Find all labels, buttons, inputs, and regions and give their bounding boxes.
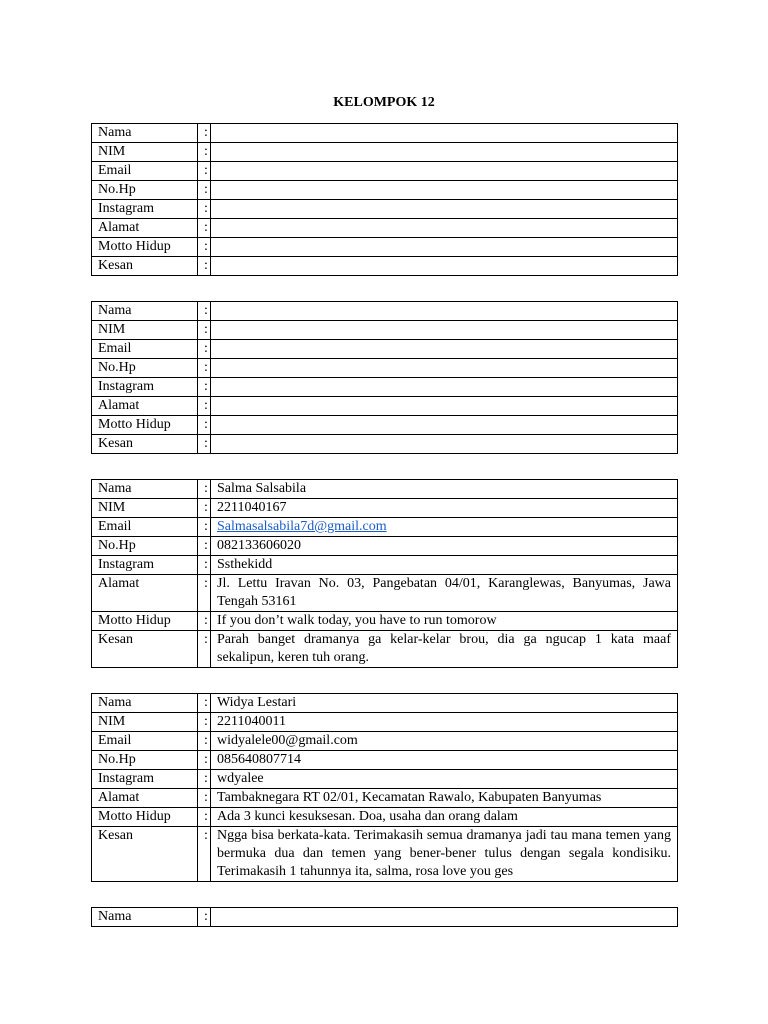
document-title: KELOMPOK 12 bbox=[333, 95, 435, 110]
colon: : bbox=[198, 556, 211, 575]
value-nohp bbox=[211, 359, 678, 378]
row-email bbox=[92, 732, 678, 751]
colon: : bbox=[198, 359, 211, 378]
value-alamat: Tambaknegara RT 02/01, Kecamatan Rawalo, Kabupaten Banyumas bbox=[211, 789, 678, 808]
value-nohp: 082133606020 bbox=[211, 537, 678, 556]
colon: : bbox=[198, 340, 211, 359]
colon: : bbox=[198, 908, 211, 927]
label-nama: Nama bbox=[92, 302, 198, 321]
row-nama bbox=[92, 694, 678, 713]
colon: : bbox=[198, 808, 211, 827]
colon: : bbox=[198, 713, 211, 732]
value-kesan bbox=[211, 257, 678, 276]
value-motto bbox=[211, 238, 678, 257]
row-instagram bbox=[92, 556, 678, 575]
row-email bbox=[92, 162, 678, 181]
colon: : bbox=[198, 124, 211, 143]
row-kesan bbox=[92, 827, 678, 882]
colon: : bbox=[198, 751, 211, 770]
value-nama: Salma Salsabila bbox=[211, 480, 678, 499]
value-nim: 2211040011 bbox=[211, 713, 678, 732]
value-instagram bbox=[211, 200, 678, 219]
label-nama: Nama bbox=[92, 694, 198, 713]
label-motto: Motto Hidup bbox=[92, 612, 198, 631]
member-table-2 bbox=[91, 301, 678, 454]
member-table-5 bbox=[91, 907, 678, 927]
row-motto bbox=[92, 612, 678, 631]
row-nohp bbox=[92, 359, 678, 378]
value-kesan bbox=[211, 435, 678, 454]
colon: : bbox=[198, 162, 211, 181]
colon: : bbox=[198, 612, 211, 631]
label-nama: Nama bbox=[92, 908, 198, 927]
colon: : bbox=[198, 732, 211, 751]
colon: : bbox=[198, 181, 211, 200]
value-nohp bbox=[211, 181, 678, 200]
colon: : bbox=[198, 631, 211, 668]
colon: : bbox=[198, 219, 211, 238]
label-motto: Motto Hidup bbox=[92, 238, 198, 257]
row-alamat bbox=[92, 397, 678, 416]
label-alamat: Alamat bbox=[92, 219, 198, 238]
member-table-1 bbox=[91, 123, 678, 276]
row-nama bbox=[92, 908, 678, 927]
row-kesan bbox=[92, 631, 678, 668]
label-nim: NIM bbox=[92, 499, 198, 518]
row-email bbox=[92, 340, 678, 359]
value-instagram bbox=[211, 378, 678, 397]
label-motto: Motto Hidup bbox=[92, 416, 198, 435]
colon: : bbox=[198, 694, 211, 713]
label-email: Email bbox=[92, 518, 198, 537]
label-nim: NIM bbox=[92, 713, 198, 732]
value-nama: Widya Lestari bbox=[211, 694, 678, 713]
row-nim bbox=[92, 321, 678, 340]
row-alamat bbox=[92, 575, 678, 612]
label-nohp: No.Hp bbox=[92, 751, 198, 770]
row-kesan bbox=[92, 257, 678, 276]
value-alamat bbox=[211, 219, 678, 238]
colon: : bbox=[198, 302, 211, 321]
label-kesan: Kesan bbox=[92, 827, 198, 882]
value-email bbox=[211, 162, 678, 181]
colon: : bbox=[198, 827, 211, 882]
colon: : bbox=[198, 200, 211, 219]
colon: : bbox=[198, 575, 211, 612]
row-nohp bbox=[92, 181, 678, 200]
value-nim: 2211040167 bbox=[211, 499, 678, 518]
colon: : bbox=[198, 378, 211, 397]
colon: : bbox=[198, 537, 211, 556]
label-nim: NIM bbox=[92, 321, 198, 340]
colon: : bbox=[198, 416, 211, 435]
colon: : bbox=[198, 257, 211, 276]
row-instagram bbox=[92, 378, 678, 397]
email-link[interactable]: Salmasalsabila7d@gmail.com bbox=[217, 519, 387, 534]
label-alamat: Alamat bbox=[92, 575, 198, 612]
row-nim bbox=[92, 713, 678, 732]
row-motto bbox=[92, 238, 678, 257]
label-nama: Nama bbox=[92, 480, 198, 499]
value-nohp: 085640807714 bbox=[211, 751, 678, 770]
row-nohp bbox=[92, 537, 678, 556]
row-kesan bbox=[92, 435, 678, 454]
value-alamat bbox=[211, 397, 678, 416]
label-nohp: No.Hp bbox=[92, 537, 198, 556]
value-alamat: Jl. Lettu Iravan No. 03, Pangebatan 04/01, Karanglewas, Banyumas, Jawa Tengah 53161 bbox=[211, 575, 678, 612]
label-alamat: Alamat bbox=[92, 397, 198, 416]
colon: : bbox=[198, 397, 211, 416]
colon: : bbox=[198, 238, 211, 257]
row-nama bbox=[92, 124, 678, 143]
value-kesan: Parah banget dramanya ga kelar-kelar brou, dia ga ngucap 1 kata maaf sekalipun, keren tuh orang. bbox=[211, 631, 678, 668]
value-email: widyalele00@gmail.com bbox=[211, 732, 678, 751]
value-email[interactable] bbox=[211, 518, 678, 537]
label-email: Email bbox=[92, 162, 198, 181]
row-motto bbox=[92, 416, 678, 435]
label-kesan: Kesan bbox=[92, 435, 198, 454]
colon: : bbox=[198, 518, 211, 537]
colon: : bbox=[198, 480, 211, 499]
colon: : bbox=[198, 499, 211, 518]
colon: : bbox=[198, 789, 211, 808]
value-nim bbox=[211, 143, 678, 162]
colon: : bbox=[198, 435, 211, 454]
label-nama: Nama bbox=[92, 124, 198, 143]
member-table-4 bbox=[91, 693, 678, 882]
row-nim bbox=[92, 499, 678, 518]
value-nama bbox=[211, 124, 678, 143]
row-alamat bbox=[92, 789, 678, 808]
value-motto: Ada 3 kunci kesuksesan. Doa, usaha dan orang dalam bbox=[211, 808, 678, 827]
label-motto: Motto Hidup bbox=[92, 808, 198, 827]
label-instagram: Instagram bbox=[92, 770, 198, 789]
label-instagram: Instagram bbox=[92, 200, 198, 219]
label-email: Email bbox=[92, 732, 198, 751]
row-email bbox=[92, 518, 678, 537]
value-instagram: Ssthekidd bbox=[211, 556, 678, 575]
row-alamat bbox=[92, 219, 678, 238]
label-nohp: No.Hp bbox=[92, 181, 198, 200]
row-motto bbox=[92, 808, 678, 827]
label-email: Email bbox=[92, 340, 198, 359]
row-nama bbox=[92, 302, 678, 321]
label-instagram: Instagram bbox=[92, 378, 198, 397]
row-nim bbox=[92, 143, 678, 162]
value-nim bbox=[211, 321, 678, 340]
colon: : bbox=[198, 143, 211, 162]
label-kesan: Kesan bbox=[92, 631, 198, 668]
colon: : bbox=[198, 321, 211, 340]
label-instagram: Instagram bbox=[92, 556, 198, 575]
value-email bbox=[211, 340, 678, 359]
value-motto: If you don’t walk today, you have to run tomorow bbox=[211, 612, 678, 631]
value-nama bbox=[211, 302, 678, 321]
row-nama bbox=[92, 480, 678, 499]
value-motto bbox=[211, 416, 678, 435]
member-table-3 bbox=[91, 479, 678, 668]
colon: : bbox=[198, 770, 211, 789]
row-nohp bbox=[92, 751, 678, 770]
label-nohp: No.Hp bbox=[92, 359, 198, 378]
label-kesan: Kesan bbox=[92, 257, 198, 276]
label-alamat: Alamat bbox=[92, 789, 198, 808]
value-instagram: wdyalee bbox=[211, 770, 678, 789]
label-nim: NIM bbox=[92, 143, 198, 162]
row-instagram bbox=[92, 200, 678, 219]
value-kesan: Ngga bisa berkata-kata. Terimakasih semua dramanya jadi tau mana temen yang bermuka dua dan temen yang bener-bener tulus dengan segala kondisiku. Terimakasih 1 tahunnya ita, salma, rosa love you ges bbox=[211, 827, 678, 882]
value-nama bbox=[211, 908, 678, 927]
row-instagram bbox=[92, 770, 678, 789]
